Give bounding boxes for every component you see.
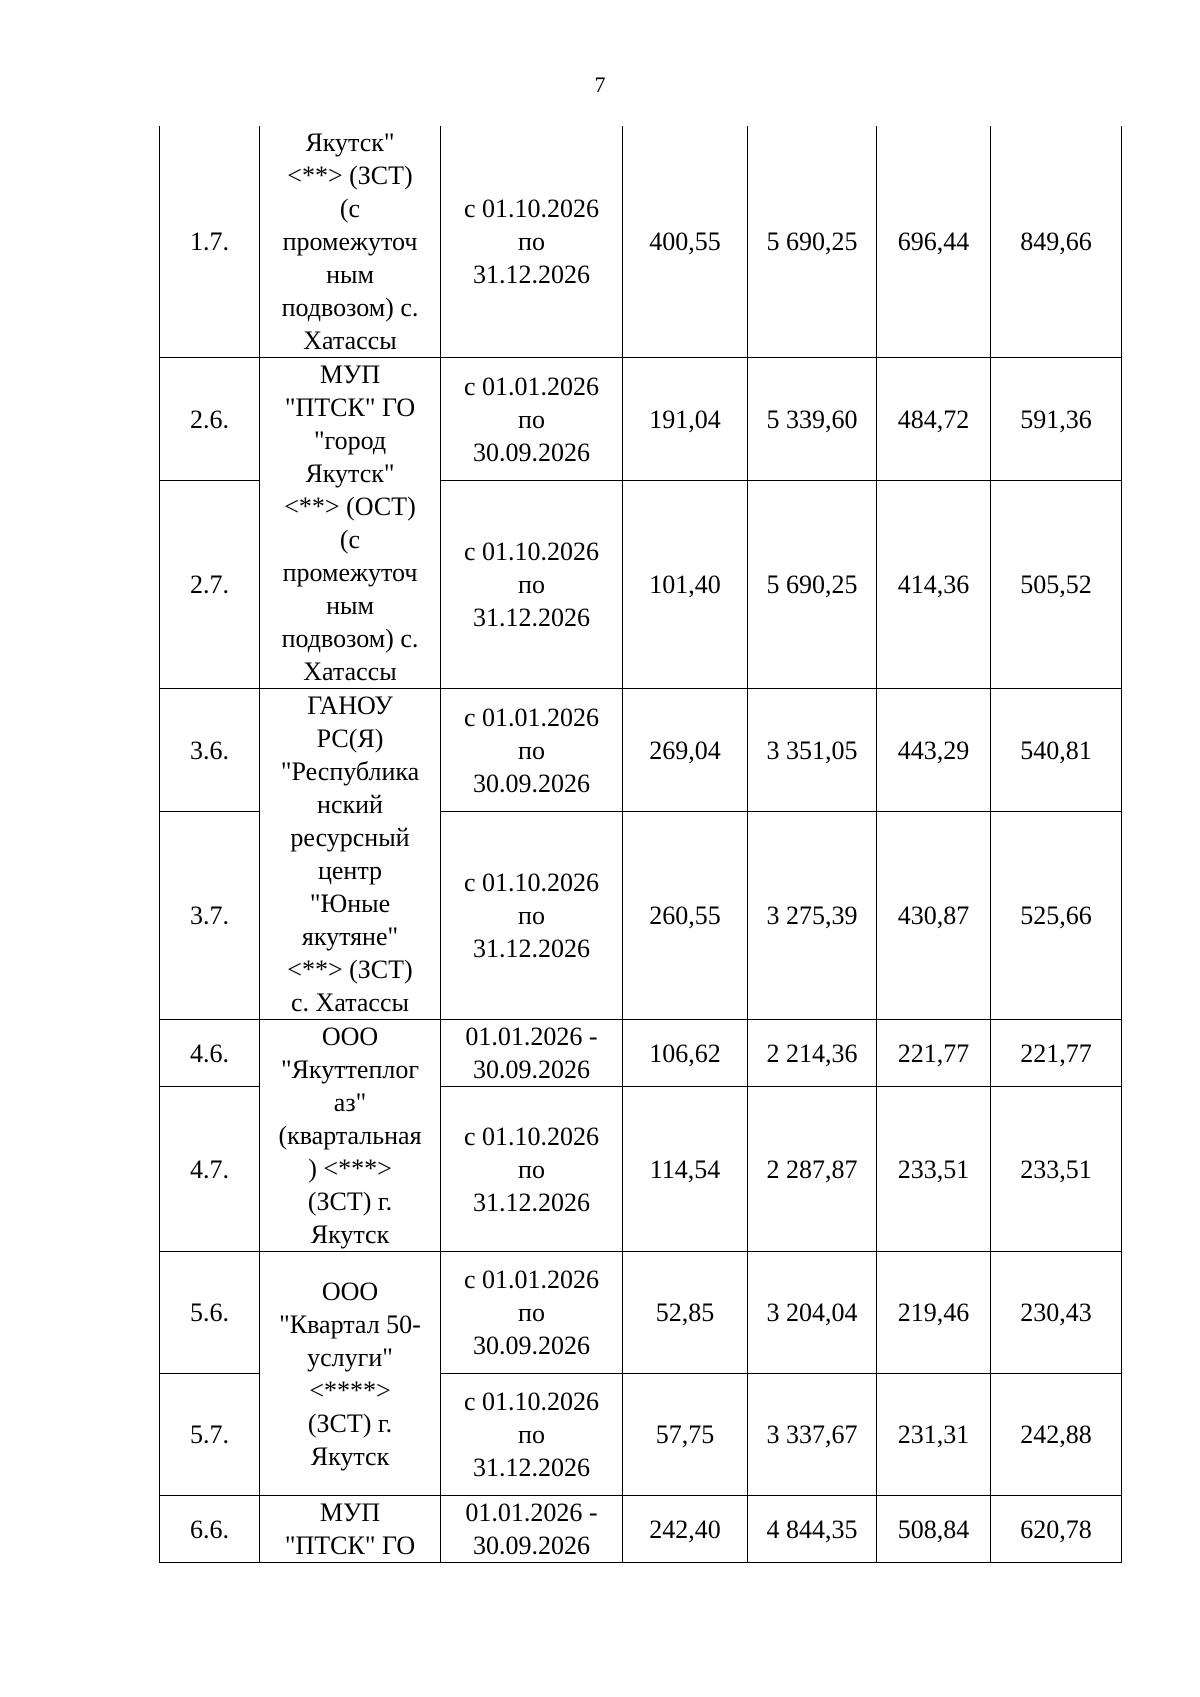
value-cell: 233,51: [877, 1087, 991, 1252]
period-cell: с 01.10.2026 по 31.12.2026: [441, 812, 623, 1020]
period-cell: с 01.01.2026 по 30.09.2026: [441, 358, 623, 481]
row-number: 5.6.: [160, 1252, 260, 1374]
value-cell: 540,81: [991, 689, 1122, 812]
value-cell: 508,84: [877, 1496, 991, 1563]
period-cell: с 01.10.2026 по 31.12.2026: [441, 1087, 623, 1252]
value-cell: 106,62: [623, 1020, 748, 1087]
value-cell: 696,44: [877, 126, 991, 358]
value-cell: 3 275,39: [748, 812, 877, 1020]
row-number: 1.7.: [160, 126, 260, 358]
value-cell: 591,36: [991, 358, 1122, 481]
organization-name: ООО "Квартал 50- услуги" <****> (ЗСТ) г. Якутск: [260, 1252, 441, 1496]
table-row: [160, 1496, 1122, 1563]
period-cell: с 01.10.2026 по 31.12.2026: [441, 481, 623, 689]
value-cell: 400,55: [623, 126, 748, 358]
value-cell: 233,51: [991, 1087, 1122, 1252]
value-cell: 620,78: [991, 1496, 1122, 1563]
organization-name: Якутск" <**> (ЗСТ) (с промежуточ ным подвозом) с. Хатассы: [260, 126, 441, 358]
value-cell: 3 204,04: [748, 1252, 877, 1374]
row-number: 3.7.: [160, 812, 260, 1020]
table-row: [160, 1252, 1122, 1374]
value-cell: 57,75: [623, 1374, 748, 1496]
value-cell: 4 844,35: [748, 1496, 877, 1563]
value-cell: 3 337,67: [748, 1374, 877, 1496]
value-cell: 101,40: [623, 481, 748, 689]
row-number: 2.6.: [160, 358, 260, 481]
value-cell: 414,36: [877, 481, 991, 689]
value-cell: 221,77: [991, 1020, 1122, 1087]
period-cell: 01.01.2026 - 30.09.2026: [441, 1020, 623, 1087]
value-cell: 260,55: [623, 812, 748, 1020]
row-number: 4.7.: [160, 1087, 260, 1252]
value-cell: 484,72: [877, 358, 991, 481]
value-cell: 5 690,25: [748, 126, 877, 358]
period-cell: с 01.01.2026 по 30.09.2026: [441, 689, 623, 812]
row-number: 4.6.: [160, 1020, 260, 1087]
page-number: 7: [594, 72, 606, 97]
value-cell: 52,85: [623, 1252, 748, 1374]
period-cell: с 01.10.2026 по 31.12.2026: [441, 1374, 623, 1496]
table-row: [160, 358, 1122, 481]
row-number: 2.7.: [160, 481, 260, 689]
value-cell: 849,66: [991, 126, 1122, 358]
value-cell: 114,54: [623, 1087, 748, 1252]
value-cell: 230,43: [991, 1252, 1122, 1374]
organization-name: МУП "ПТСК" ГО: [260, 1496, 441, 1563]
row-number: 6.6.: [160, 1496, 260, 1563]
period-cell: 01.01.2026 - 30.09.2026: [441, 1496, 623, 1563]
value-cell: 219,46: [877, 1252, 991, 1374]
organization-name: МУП "ПТСК" ГО "город Якутск" <**> (ОСТ) (с промежуточ ным подвозом) с. Хатассы: [260, 358, 441, 689]
value-cell: 242,88: [991, 1374, 1122, 1496]
value-cell: 5 690,25: [748, 481, 877, 689]
value-cell: 231,31: [877, 1374, 991, 1496]
value-cell: 2 287,87: [748, 1087, 877, 1252]
value-cell: 221,77: [877, 1020, 991, 1087]
value-cell: 3 351,05: [748, 689, 877, 812]
value-cell: 242,40: [623, 1496, 748, 1563]
table-row: [160, 689, 1122, 812]
organization-name: ГАНОУ РС(Я) "Республика нский ресурсный центр "Юные якутяне" <**> (ЗСТ) с. Хатассы: [260, 689, 441, 1020]
value-cell: 525,66: [991, 812, 1122, 1020]
period-cell: с 01.01.2026 по 30.09.2026: [441, 1252, 623, 1374]
value-cell: 2 214,36: [748, 1020, 877, 1087]
value-cell: 505,52: [991, 481, 1122, 689]
value-cell: 443,29: [877, 689, 991, 812]
value-cell: 269,04: [623, 689, 748, 812]
value-cell: 430,87: [877, 812, 991, 1020]
value-cell: 191,04: [623, 358, 748, 481]
table-row: [160, 1020, 1122, 1087]
period-cell: с 01.10.2026 по 31.12.2026: [441, 126, 623, 358]
tariff-table: [159, 126, 1122, 1563]
row-number: 3.6.: [160, 689, 260, 812]
organization-name: ООО "Якуттеплог аз" (квартальная ) <***> (ЗСТ) г. Якутск: [260, 1020, 441, 1252]
table-row: [160, 126, 1122, 358]
value-cell: 5 339,60: [748, 358, 877, 481]
row-number: 5.7.: [160, 1374, 260, 1496]
